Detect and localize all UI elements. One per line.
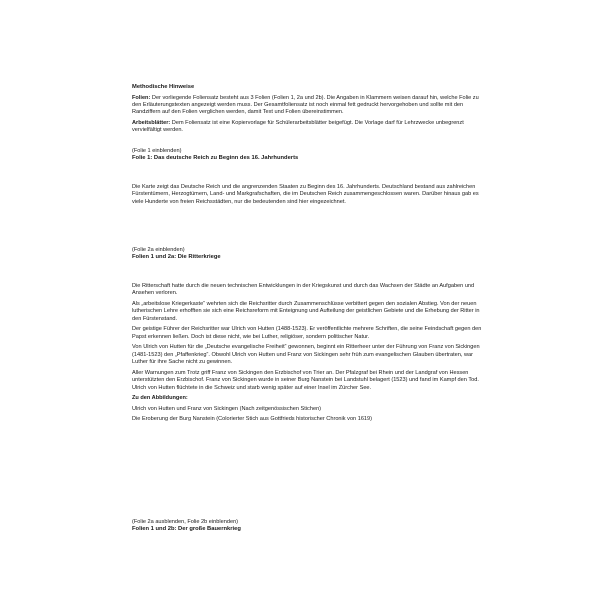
folie2a-header	[132, 247, 484, 262]
folie2b-heading: Folien 1 und 2b: Der große Bauernkrieg	[132, 526, 241, 533]
section-title: Methodische Hinweise	[132, 84, 195, 90]
arbeitsblaetter-paragraph	[132, 120, 484, 135]
folie1-text: Die Karte zeigt das Deutsche Reich und die angrenzenden Staaten zu Beginn des 16. Jahrhunderts. Deutschland bestand aus zahlreichen Fürstentümern, Herzogtümern, Land- und Markgrafschaften, die im Deutschen Reich zusammengeschlossen waren. Darüber hinaus gab es viele Hunderte von freien Reichsstädten, nur die bedeutenden sind hier eingezeichnet.	[132, 184, 479, 205]
folien-text: Der vorliegende Foliensatz besteht aus 3 Folien (Folien 1, 2a und 2b). Die Angaben in Klammern weisen darauf hin, welche Folie zu den Erläuterungstexten angezeigt werden muss. Der Gesamtfoliensatz ist noch einmal fett gedruckt hervorgehoben und sollte mit den Randziffern auf den Folien verglichen werden, damit Text und Folien übereinstimmen.	[132, 94, 479, 116]
arbeitsblaetter-text: Dem Foliensatz ist eine Kopiervorlage für Schülerarbeitsblätter beigefügt. Die Vorlage darf für Lehrzwecke unbegrenzt vervielfältigt werden.	[132, 120, 464, 134]
abbildung-2: Die Eroberung der Burg Nanstein (Colorierter Stich aus Gottfrieds historischer Chronik von 1619)	[132, 416, 373, 423]
folie1-cue: (Folie 1 einblenden)	[132, 148, 182, 154]
folie2b-section	[132, 519, 484, 534]
folie2b-cue: (Folie 2a ausblenden, Folie 2b einblenden)	[132, 519, 239, 525]
folie2a-body	[132, 283, 484, 424]
folien-label: Folien:	[132, 94, 151, 101]
ritterkriege-paragraph-1: Die Ritterschaft hatte durch die neuen technischen Entwicklungen in der Kriegskunst und durch das Wachsen der Städte an Aufgaben und Ansehen verloren.	[132, 283, 475, 297]
abbildung-1: Ulrich von Hutten und Franz von Sickingen (Nach zeitgenössischen Stichen)	[132, 405, 322, 412]
ritterkriege-paragraph-3: Der geistige Führer der Reichsritter war Ulrich von Hutten (1488-1523). Er veröffentlichte mehrere Schriften, die seine Feindschaft gegen den Papst erkennen ließen. Doch ist diese nicht, wie bei Luther, religiöser, sondern politischer Natur.	[132, 326, 482, 340]
folie2a-cue: (Folie 2a einblenden)	[132, 247, 185, 253]
folie2a-heading: Folien 1 und 2a: Die Ritterkriege	[132, 254, 221, 261]
abbildungen-label: Zu den Abbildungen:	[132, 395, 188, 402]
ritterkriege-paragraph-2: Als „arbeitslose Kriegerkaste“ wehrten sich die Reichsritter durch Zusammenschlüsse verbittert gegen den sozialen Abstieg. Von der neuen lutherischen Lehre erhofften sie sich eine Reichsreform mit Enteignung und Aufteilung der geistlichen Gebiete und die Erhebung der Ritter in den Fürstenstand.	[132, 301, 480, 322]
folien-paragraph	[132, 95, 484, 117]
folie1-heading: Folie 1: Das deutsche Reich zu Beginn des 16. Jahrhunderts	[132, 155, 299, 162]
ritterkriege-paragraph-5: Aller Warnungen zum Trotz griff Franz von Sickingen den Erzbischof von Trier an. Der Pfalzgraf bei Rhein und der Landgraf von Hessen unterstützten den Erzbischof. Franz von Sickingen wurde in seiner Burg Nanstein bei Landstuhl belagert (1523) und fand im Kampf den Tod. Ulrich von Hutten flüchtete in die Schweiz und starb wenig später auf einer Insel im Zürcher See.	[132, 369, 479, 391]
arbeitsblaetter-label: Arbeitsblätter:	[132, 120, 171, 126]
folie1-body	[132, 184, 484, 206]
ritterkriege-paragraph-4: Von Ulrich von Hutten für die „Deutsche evangelische Freiheit“ gewonnen, beginnt ein Ritterheer unter der Führung von Franz von Sickingen (1481-1523) den „Pfaffenkrieg“. Obwohl Ulrich von Hutten und Franz von Sickingen sehr früh zum evangelischen Glauben übertraten, war Luther für ihre Sache nicht zu gewinnen.	[132, 344, 480, 366]
methodische-hinweise-section	[132, 84, 484, 135]
folie1-section	[132, 148, 484, 163]
